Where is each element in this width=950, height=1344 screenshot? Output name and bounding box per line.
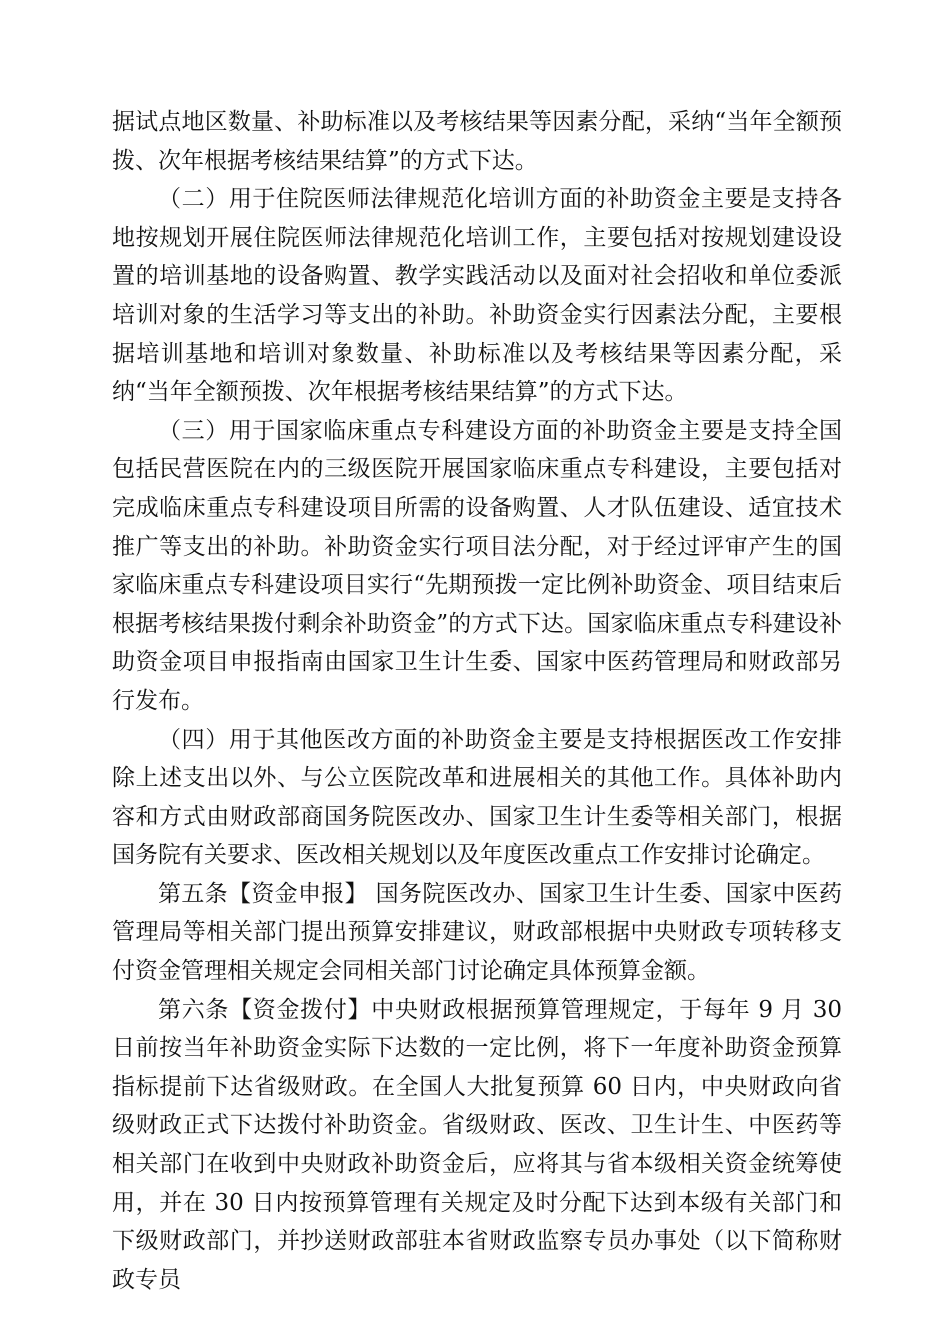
paragraph-article-5: 第五条【资金申报】 国务院医改办、国家卫生计生委、国家中医药管理局等相关部门提出预算安排建议，财政部根据中央财政专项转移支付资金管理相关规定会同相关部门讨论确定具体预算金额。 [112, 880, 842, 985]
paragraph-item-2: （二）用于住院医师法律规范化培训方面的补助资金主要是支持各地按规划开展住院医师法律规范化培训工作，主要包括对按规划建设设置的培训基地的设备购置、教学实践活动以及面对社会招收和单位委派培训对象的生活学习等支出的补助。补助资金实行因素法分配，主要根据培训基地和培训对象数量、补助标准以及考核结果等因素分配，采纳“当年全额预拨、次年根据考核结果结算”的方式下达。 [112, 186, 842, 406]
paragraph-item-3: （三）用于国家临床重点专科建设方面的补助资金主要是支持全国包括民营医院在内的三级医院开展国家临床重点专科建设，主要包括对完成临床重点专科建设项目所需的设备购置、人才队伍建设、适宜技术推广等支出的补助。补助资金实行项目法分配，对于经过评审产生的国家临床重点专科建设项目实行“先期预拨一定比例补助资金、项目结束后根据考核结果拨付剩余补助资金”的方式下达。国家临床重点专科建设补助资金项目申报指南由国家卫生计生委、国家中医药管理局和财政部另行发布。 [112, 417, 842, 714]
paragraph-item-4: （四）用于其他医改方面的补助资金主要是支持根据医改工作安排除上述支出以外、与公立医院改革和进展相关的其他工作。具体补助内容和方式由财政部商国务院医改办、国家卫生计生委等相关部门，根据国务院有关要求、医改相关规划以及年度医改重点工作安排讨论确定。 [112, 726, 842, 869]
paragraph-continuation: 据试点地区数量、补助标准以及考核结果等因素分配，采纳“当年全额预拨、次年根据考核结果结算”的方式下达。 [112, 109, 842, 174]
document-body [112, 103, 842, 1299]
paragraph-article-6: 第六条【资金拨付】中央财政根据预算管理规定，于每年 9 月 30 日前按当年补助资金实际下达数的一定比例，将下一年度补助资金预算指标提前下达省级财政。在全国人大批复预算 60 日内，中央财政向省级财政正式下达拨付补助资金。省级财政、医改、卫生计生、中医药等相关部门在收到中央财政补助资金后，应将其与省本级相关资金统筹使用，并在 30 日内按预算管理有关规定及时分配下达到本级有关部门和下级财政部门，并抄送财政部驻本省财政监察专员办事处（以下简称财政专员 [112, 996, 842, 1293]
